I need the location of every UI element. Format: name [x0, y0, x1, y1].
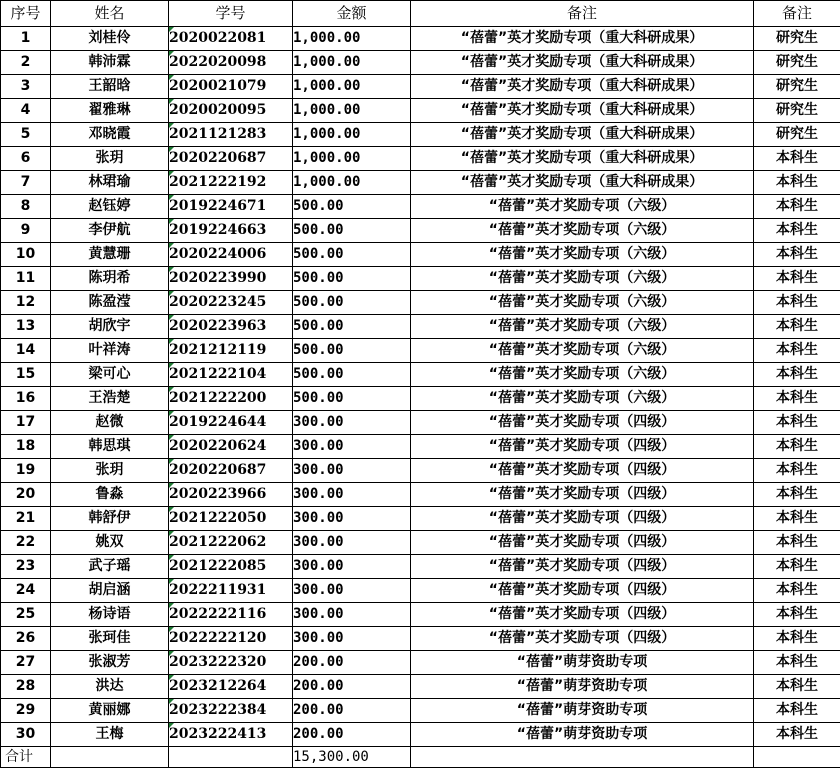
- cell-marker-icon: [169, 603, 174, 608]
- cell-amount[interactable]: 200.00: [293, 651, 411, 675]
- cell-name[interactable]: 武子瑶: [51, 555, 169, 579]
- cell-note[interactable]: “蓓蕾”英才奖励专项（四级）: [411, 435, 754, 459]
- table-row: [1, 675, 840, 699]
- cell-amount[interactable]: 1,000.00: [293, 123, 411, 147]
- cell-name[interactable]: 翟雅琳: [51, 99, 169, 123]
- cell-sid-text: 2023222320: [169, 654, 267, 670]
- cell-sid-text: 2020020095: [169, 102, 267, 118]
- cell-note[interactable]: “蓓蕾”英才奖励专项（六级）: [411, 315, 754, 339]
- header-cell-type[interactable]: 备注: [754, 1, 840, 27]
- cell-type[interactable]: 本科生: [754, 459, 840, 483]
- cell-sid[interactable]: [169, 267, 293, 291]
- cell-marker-icon: [169, 195, 174, 200]
- cell-seq[interactable]: 8: [1, 195, 51, 219]
- cell-marker-icon: [169, 387, 174, 392]
- cell-amount[interactable]: 500.00: [293, 267, 411, 291]
- cell-sid-text: 2019224644: [169, 414, 267, 430]
- cell-sid-text: 2021121283: [169, 126, 267, 142]
- cell-amount[interactable]: 1,000.00: [293, 171, 411, 195]
- cell-type[interactable]: 本科生: [754, 339, 840, 363]
- cell-type[interactable]: 本科生: [754, 651, 840, 675]
- cell-note[interactable]: “蓓蕾”英才奖励专项（四级）: [411, 603, 754, 627]
- cell-note[interactable]: “蓓蕾”萌芽资助专项: [411, 675, 754, 699]
- cell-seq[interactable]: 3: [1, 75, 51, 99]
- cell-sid[interactable]: [169, 171, 293, 195]
- cell-sid-text: 2020022081: [169, 30, 267, 46]
- cell-name[interactable]: 胡启涵: [51, 579, 169, 603]
- cell-marker-icon: [169, 315, 174, 320]
- cell-seq[interactable]: 18: [1, 435, 51, 459]
- cell-name[interactable]: 赵微: [51, 411, 169, 435]
- cell-sid[interactable]: [169, 291, 293, 315]
- cell-sid-text: 2019224663: [169, 222, 267, 238]
- cell-sid-text: 2021222085: [169, 558, 267, 574]
- cell-name[interactable]: 张玥: [51, 147, 169, 171]
- cell-name[interactable]: 陈玥希: [51, 267, 169, 291]
- cell-type[interactable]: 本科生: [754, 579, 840, 603]
- table-row: [1, 483, 840, 507]
- cell-sid[interactable]: [169, 483, 293, 507]
- cell-type[interactable]: 研究生: [754, 123, 840, 147]
- cell-note[interactable]: “蓓蕾”英才奖励专项（重大科研成果）: [411, 27, 754, 51]
- cell-amount[interactable]: 300.00: [293, 507, 411, 531]
- cell-marker-icon: [169, 699, 174, 704]
- cell-seq[interactable]: 21: [1, 507, 51, 531]
- table-row: [1, 291, 840, 315]
- cell-note[interactable]: “蓓蕾”英才奖励专项（六级）: [411, 339, 754, 363]
- cell-sid[interactable]: [169, 219, 293, 243]
- cell-type[interactable]: 本科生: [754, 267, 840, 291]
- cell-seq[interactable]: 7: [1, 171, 51, 195]
- cell-name[interactable]: 张玥: [51, 459, 169, 483]
- cell-type[interactable]: 研究生: [754, 75, 840, 99]
- cell-sid[interactable]: [169, 651, 293, 675]
- cell-marker-icon: [169, 579, 174, 584]
- cell-name[interactable]: 洪达: [51, 675, 169, 699]
- cell-sid-text: 2020223966: [169, 486, 267, 502]
- cell-note[interactable]: “蓓蕾”英才奖励专项（四级）: [411, 531, 754, 555]
- cell-type[interactable]: 本科生: [754, 723, 840, 747]
- cell-type[interactable]: 研究生: [754, 51, 840, 75]
- cell-seq[interactable]: 13: [1, 315, 51, 339]
- cell-marker-icon: [169, 723, 174, 728]
- cell-marker-icon: [169, 339, 174, 344]
- empty-cell[interactable]: [411, 747, 754, 768]
- empty-cell[interactable]: [51, 747, 169, 768]
- table-row: [1, 555, 840, 579]
- cell-note[interactable]: “蓓蕾”萌芽资助专项: [411, 699, 754, 723]
- cell-name[interactable]: 黄丽娜: [51, 699, 169, 723]
- cell-type[interactable]: 本科生: [754, 555, 840, 579]
- cell-name[interactable]: 赵钰婷: [51, 195, 169, 219]
- table-row: [1, 75, 840, 99]
- cell-name[interactable]: 王韶晗: [51, 75, 169, 99]
- cell-seq[interactable]: 5: [1, 123, 51, 147]
- cell-sid-text: 2021212119: [169, 342, 267, 358]
- cell-amount[interactable]: 300.00: [293, 483, 411, 507]
- cell-name[interactable]: 王梅: [51, 723, 169, 747]
- cell-sid-text: 2022211931: [169, 582, 267, 598]
- cell-sid-text: 2022222116: [169, 606, 267, 622]
- cell-seq[interactable]: 24: [1, 579, 51, 603]
- cell-sid-text: 2023222384: [169, 702, 267, 718]
- cell-name[interactable]: 刘桂伶: [51, 27, 169, 51]
- cell-note[interactable]: “蓓蕾”英才奖励专项（四级）: [411, 555, 754, 579]
- cell-amount[interactable]: 1,000.00: [293, 147, 411, 171]
- cell-type[interactable]: 本科生: [754, 171, 840, 195]
- cell-sid-text: 2022222120: [169, 630, 267, 646]
- cell-note[interactable]: “蓓蕾”英才奖励专项（六级）: [411, 387, 754, 411]
- cell-marker-icon: [169, 411, 174, 416]
- cell-sid[interactable]: [169, 123, 293, 147]
- total-label-cell[interactable]: 合计: [1, 747, 51, 768]
- cell-note[interactable]: “蓓蕾”萌芽资助专项: [411, 651, 754, 675]
- cell-sid-text: 2020021079: [169, 78, 267, 94]
- table-row: [1, 387, 840, 411]
- cell-amount[interactable]: 500.00: [293, 363, 411, 387]
- cell-note[interactable]: “蓓蕾”英才奖励专项（六级）: [411, 291, 754, 315]
- table-row: [1, 459, 840, 483]
- table-row: [1, 27, 840, 51]
- cell-note[interactable]: “蓓蕾”英才奖励专项（四级）: [411, 579, 754, 603]
- cell-type[interactable]: 本科生: [754, 243, 840, 267]
- cell-name[interactable]: 林珺瑜: [51, 171, 169, 195]
- cell-type[interactable]: 本科生: [754, 411, 840, 435]
- table-row: [1, 195, 840, 219]
- header-cell-note[interactable]: 备注: [411, 1, 754, 27]
- cell-note[interactable]: “蓓蕾”英才奖励专项（重大科研成果）: [411, 147, 754, 171]
- cell-type[interactable]: 本科生: [754, 507, 840, 531]
- header-row: [1, 1, 840, 27]
- cell-sid-text: 2021222104: [169, 366, 267, 382]
- cell-seq[interactable]: 28: [1, 675, 51, 699]
- cell-marker-icon: [169, 651, 174, 656]
- table-row: [1, 171, 840, 195]
- cell-sid-text: 2023222413: [169, 726, 267, 742]
- header-cell-name[interactable]: 姓名: [51, 1, 169, 27]
- cell-marker-icon: [169, 267, 174, 272]
- cell-seq[interactable]: 1: [1, 27, 51, 51]
- cell-sid[interactable]: [169, 675, 293, 699]
- cell-type[interactable]: 本科生: [754, 387, 840, 411]
- cell-marker-icon: [169, 27, 174, 32]
- table-row: [1, 699, 840, 723]
- cell-name[interactable]: 邓晓霞: [51, 123, 169, 147]
- cell-marker-icon: [169, 483, 174, 488]
- cell-note[interactable]: “蓓蕾”英才奖励专项（六级）: [411, 195, 754, 219]
- cell-marker-icon: [169, 51, 174, 56]
- table-row: [1, 147, 840, 171]
- cell-seq[interactable]: 15: [1, 363, 51, 387]
- cell-amount[interactable]: 500.00: [293, 315, 411, 339]
- cell-sid[interactable]: [169, 75, 293, 99]
- total-amount-cell[interactable]: 15,300.00: [293, 747, 411, 768]
- cell-sid[interactable]: [169, 411, 293, 435]
- cell-seq[interactable]: 14: [1, 339, 51, 363]
- cell-seq[interactable]: 9: [1, 219, 51, 243]
- cell-marker-icon: [169, 435, 174, 440]
- cell-sid-text: 2020223245: [169, 294, 267, 310]
- cell-seq[interactable]: 6: [1, 147, 51, 171]
- cell-sid-text: 2021222192: [169, 174, 267, 190]
- cell-note[interactable]: “蓓蕾”英才奖励专项（四级）: [411, 507, 754, 531]
- cell-sid-text: 2021222200: [169, 390, 267, 406]
- cell-seq[interactable]: 16: [1, 387, 51, 411]
- cell-sid[interactable]: [169, 555, 293, 579]
- table-row: [1, 507, 840, 531]
- cell-amount[interactable]: 500.00: [293, 219, 411, 243]
- cell-sid-text: 2020220687: [169, 150, 267, 166]
- cell-sid-text: 2020220624: [169, 438, 267, 454]
- cell-note[interactable]: “蓓蕾”英才奖励专项（四级）: [411, 411, 754, 435]
- cell-seq[interactable]: 29: [1, 699, 51, 723]
- table-row: [1, 579, 840, 603]
- cell-type[interactable]: 本科生: [754, 435, 840, 459]
- cell-sid[interactable]: [169, 243, 293, 267]
- cell-amount[interactable]: 300.00: [293, 627, 411, 651]
- cell-marker-icon: [169, 291, 174, 296]
- header-cell-amount[interactable]: 金额: [293, 1, 411, 27]
- cell-amount[interactable]: 300.00: [293, 579, 411, 603]
- cell-marker-icon: [169, 99, 174, 104]
- cell-type[interactable]: 本科生: [754, 147, 840, 171]
- cell-sid[interactable]: [169, 699, 293, 723]
- cell-type[interactable]: 本科生: [754, 675, 840, 699]
- cell-note[interactable]: “蓓蕾”英才奖励专项（六级）: [411, 267, 754, 291]
- cell-sid[interactable]: [169, 27, 293, 51]
- cell-name[interactable]: 胡欣宇: [51, 315, 169, 339]
- cell-seq[interactable]: 2: [1, 51, 51, 75]
- cell-amount[interactable]: 300.00: [293, 603, 411, 627]
- cell-note[interactable]: “蓓蕾”英才奖励专项（重大科研成果）: [411, 99, 754, 123]
- cell-amount[interactable]: 300.00: [293, 531, 411, 555]
- empty-cell[interactable]: [169, 747, 293, 768]
- cell-sid[interactable]: [169, 723, 293, 747]
- cell-type[interactable]: 本科生: [754, 315, 840, 339]
- cell-seq[interactable]: 4: [1, 99, 51, 123]
- cell-marker-icon: [169, 243, 174, 248]
- cell-seq[interactable]: 26: [1, 627, 51, 651]
- cell-amount[interactable]: 1,000.00: [293, 99, 411, 123]
- cell-marker-icon: [169, 531, 174, 536]
- cell-amount[interactable]: 300.00: [293, 459, 411, 483]
- cell-note[interactable]: “蓓蕾”英才奖励专项（重大科研成果）: [411, 51, 754, 75]
- cell-marker-icon: [169, 219, 174, 224]
- cell-note[interactable]: “蓓蕾”英才奖励专项（重大科研成果）: [411, 75, 754, 99]
- cell-sid-text: 2020220687: [169, 462, 267, 478]
- cell-sid[interactable]: [169, 435, 293, 459]
- cell-sid[interactable]: [169, 195, 293, 219]
- cell-type[interactable]: 本科生: [754, 483, 840, 507]
- cell-marker-icon: [169, 555, 174, 560]
- empty-cell[interactable]: [754, 747, 840, 768]
- table-row: [1, 651, 840, 675]
- cell-amount[interactable]: 300.00: [293, 435, 411, 459]
- cell-amount[interactable]: 200.00: [293, 675, 411, 699]
- cell-seq[interactable]: 17: [1, 411, 51, 435]
- cell-type[interactable]: 研究生: [754, 27, 840, 51]
- table-row: [1, 627, 840, 651]
- cell-sid-text: 2019224671: [169, 198, 267, 214]
- cell-type[interactable]: 本科生: [754, 195, 840, 219]
- cell-name[interactable]: 黄慧珊: [51, 243, 169, 267]
- cell-note[interactable]: “蓓蕾”英才奖励专项（六级）: [411, 243, 754, 267]
- cell-type[interactable]: 本科生: [754, 531, 840, 555]
- cell-marker-icon: [169, 675, 174, 680]
- cell-type[interactable]: 本科生: [754, 219, 840, 243]
- cell-amount[interactable]: 1,000.00: [293, 27, 411, 51]
- cell-seq[interactable]: 27: [1, 651, 51, 675]
- table-row: [1, 411, 840, 435]
- total-row: [1, 747, 840, 768]
- table-row: [1, 315, 840, 339]
- table-row: [1, 339, 840, 363]
- cell-seq[interactable]: 11: [1, 267, 51, 291]
- cell-sid-text: 2021222050: [169, 510, 267, 526]
- cell-sid[interactable]: [169, 579, 293, 603]
- cell-note[interactable]: “蓓蕾”英才奖励专项（重大科研成果）: [411, 123, 754, 147]
- header-cell-sid[interactable]: 学号: [169, 1, 293, 27]
- cell-amount[interactable]: 500.00: [293, 243, 411, 267]
- cell-note[interactable]: “蓓蕾”英才奖励专项（六级）: [411, 219, 754, 243]
- cell-sid[interactable]: [169, 315, 293, 339]
- cell-amount[interactable]: 500.00: [293, 195, 411, 219]
- cell-type[interactable]: 本科生: [754, 699, 840, 723]
- cell-marker-icon: [169, 363, 174, 368]
- cell-type[interactable]: 本科生: [754, 363, 840, 387]
- cell-name[interactable]: 李伊航: [51, 219, 169, 243]
- cell-sid[interactable]: [169, 363, 293, 387]
- cell-marker-icon: [169, 171, 174, 176]
- cell-sid-text: 2020223990: [169, 270, 267, 286]
- cell-amount[interactable]: 1,000.00: [293, 51, 411, 75]
- cell-name[interactable]: 杨诗语: [51, 603, 169, 627]
- cell-sid[interactable]: [169, 459, 293, 483]
- cell-sid[interactable]: [169, 387, 293, 411]
- cell-type[interactable]: 本科生: [754, 291, 840, 315]
- cell-sid[interactable]: [169, 147, 293, 171]
- cell-amount[interactable]: 500.00: [293, 339, 411, 363]
- table-row: [1, 531, 840, 555]
- cell-amount[interactable]: 200.00: [293, 723, 411, 747]
- cell-type[interactable]: 本科生: [754, 603, 840, 627]
- table-row: [1, 723, 840, 747]
- cell-sid[interactable]: [169, 603, 293, 627]
- header-cell-seq[interactable]: 序号: [1, 1, 51, 27]
- cell-name[interactable]: 韩沛霖: [51, 51, 169, 75]
- cell-marker-icon: [169, 123, 174, 128]
- cell-name[interactable]: 韩思琪: [51, 435, 169, 459]
- cell-note[interactable]: “蓓蕾”英才奖励专项（重大科研成果）: [411, 171, 754, 195]
- cell-sid[interactable]: [169, 627, 293, 651]
- cell-note[interactable]: “蓓蕾”英才奖励专项（四级）: [411, 627, 754, 651]
- cell-amount[interactable]: 1,000.00: [293, 75, 411, 99]
- table-row: [1, 243, 840, 267]
- cell-marker-icon: [169, 147, 174, 152]
- cell-seq[interactable]: 23: [1, 555, 51, 579]
- cell-seq[interactable]: 25: [1, 603, 51, 627]
- cell-name[interactable]: 韩舒伊: [51, 507, 169, 531]
- cell-note[interactable]: “蓓蕾”英才奖励专项（四级）: [411, 483, 754, 507]
- cell-type[interactable]: 本科生: [754, 627, 840, 651]
- cell-name[interactable]: 鲁淼: [51, 483, 169, 507]
- table-row: [1, 219, 840, 243]
- cell-sid[interactable]: [169, 507, 293, 531]
- cell-note[interactable]: “蓓蕾”英才奖励专项（四级）: [411, 459, 754, 483]
- table-row: [1, 123, 840, 147]
- cell-amount[interactable]: 500.00: [293, 291, 411, 315]
- cell-sid-text: 2020223963: [169, 318, 267, 334]
- table-row: [1, 603, 840, 627]
- table-row: [1, 435, 840, 459]
- cell-name[interactable]: 叶祥涛: [51, 339, 169, 363]
- cell-marker-icon: [169, 627, 174, 632]
- cell-sid[interactable]: [169, 51, 293, 75]
- cell-marker-icon: [169, 507, 174, 512]
- cell-sid-text: 2021222062: [169, 534, 267, 550]
- cell-seq[interactable]: 20: [1, 483, 51, 507]
- cell-seq[interactable]: 10: [1, 243, 51, 267]
- cell-marker-icon: [169, 75, 174, 80]
- cell-sid-text: 2023212264: [169, 678, 267, 694]
- table-row: [1, 267, 840, 291]
- cell-amount[interactable]: 300.00: [293, 411, 411, 435]
- table-row: [1, 99, 840, 123]
- table-row: [1, 363, 840, 387]
- cell-seq[interactable]: 19: [1, 459, 51, 483]
- cell-note[interactable]: “蓓蕾”萌芽资助专项: [411, 723, 754, 747]
- cell-note[interactable]: “蓓蕾”英才奖励专项（六级）: [411, 363, 754, 387]
- cell-amount[interactable]: 200.00: [293, 699, 411, 723]
- cell-amount[interactable]: 500.00: [293, 387, 411, 411]
- cell-sid-text: 2022020098: [169, 54, 267, 70]
- cell-type[interactable]: 研究生: [754, 99, 840, 123]
- cell-sid[interactable]: [169, 339, 293, 363]
- cell-seq[interactable]: 22: [1, 531, 51, 555]
- cell-name[interactable]: 陈盈滢: [51, 291, 169, 315]
- cell-name[interactable]: 张淑芳: [51, 651, 169, 675]
- cell-sid-text: 2020224006: [169, 246, 267, 262]
- cell-name[interactable]: 王浩楚: [51, 387, 169, 411]
- cell-name[interactable]: 姚双: [51, 531, 169, 555]
- table-row: [1, 51, 840, 75]
- cell-seq[interactable]: 30: [1, 723, 51, 747]
- cell-seq[interactable]: 12: [1, 291, 51, 315]
- cell-name[interactable]: 张珂佳: [51, 627, 169, 651]
- cell-marker-icon: [169, 459, 174, 464]
- cell-amount[interactable]: 300.00: [293, 555, 411, 579]
- cell-sid[interactable]: [169, 99, 293, 123]
- cell-name[interactable]: 梁可心: [51, 363, 169, 387]
- cell-sid[interactable]: [169, 531, 293, 555]
